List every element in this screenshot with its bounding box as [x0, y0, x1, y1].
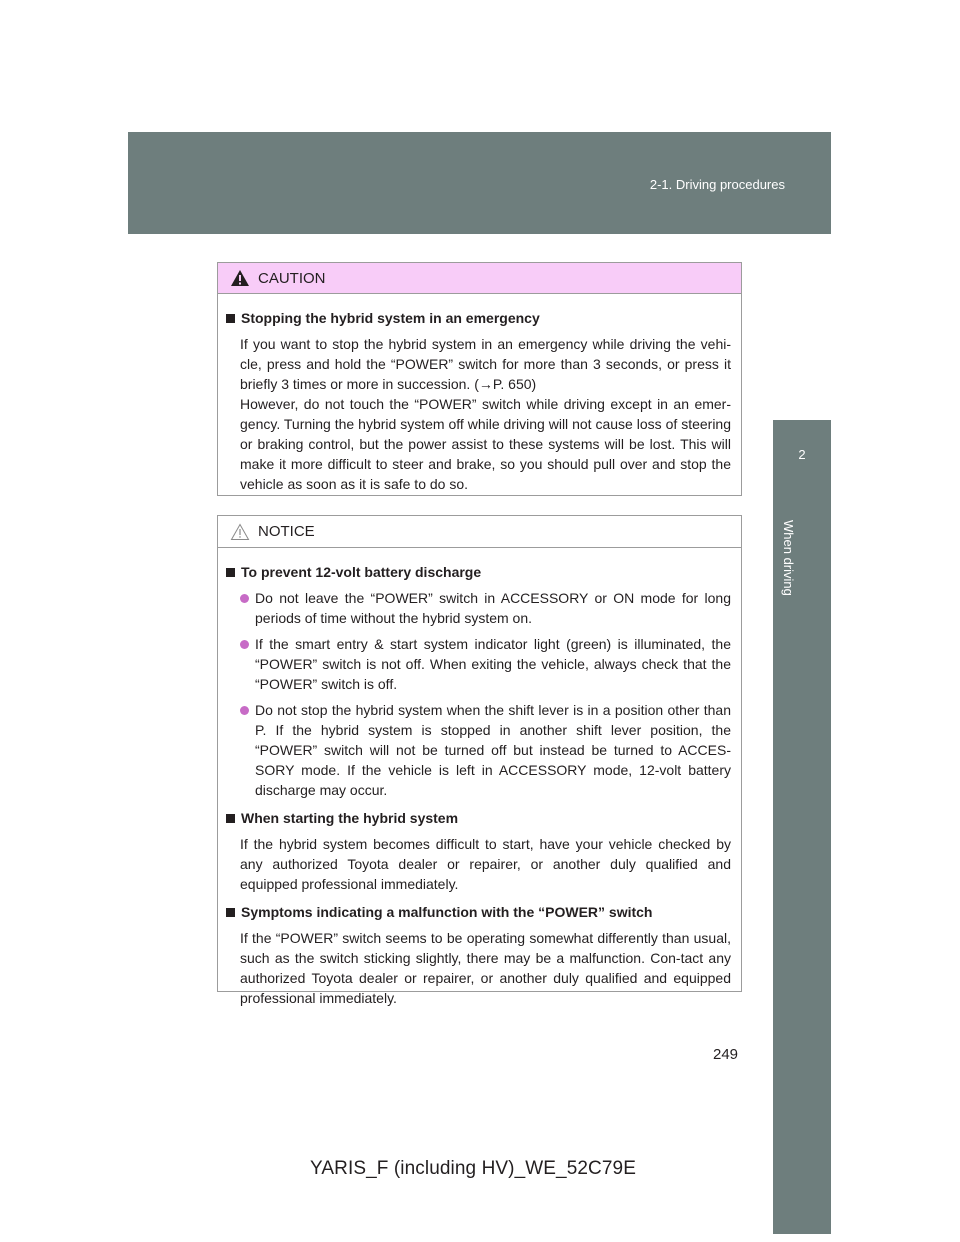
caution-header	[218, 263, 741, 294]
notice-heading: NOTICE	[258, 523, 315, 540]
notice-item-title: When starting the hybrid system	[226, 808, 731, 828]
round-bullet-icon	[240, 706, 249, 715]
page-number: 249	[713, 1046, 739, 1063]
notice-box	[217, 515, 742, 1006]
chapter-side-tab	[773, 488, 831, 1234]
notice-paragraph: If the hybrid system becomes difficult to start, have your vehicle checked by any authorized Toyota dealer or repairer, or another duly qualified and equipped professional immediately.	[240, 836, 731, 892]
caution-item-title: Stopping the hybrid system in an emergency	[226, 308, 731, 328]
caution-box	[217, 262, 742, 496]
square-bullet-icon	[226, 814, 235, 823]
notice-header	[218, 516, 741, 548]
list-item: Do not leave the “POWER” switch in ACCESSORY or ON mode for long periods of time without the hybrid system on.	[226, 588, 731, 628]
document-code: YARIS_F (including HV)_WE_52C79E	[310, 1158, 636, 1179]
header-band	[128, 132, 831, 234]
round-bullet-icon	[240, 594, 249, 603]
square-bullet-icon	[226, 908, 235, 917]
caution-paragraph: If you want to stop the hybrid system in an emergency while driving the vehi-cle, press and hold the “POWER” switch for more than 3 seconds, or press it briefly 3 times or more in succession. (→P. 650)	[240, 336, 731, 392]
chapter-number-tab: 2	[773, 420, 831, 488]
chapter-label: When driving	[781, 520, 796, 596]
caution-heading: CAUTION	[258, 269, 326, 287]
list-item: If the smart entry & start system indicator light (green) is illuminated, the “POWER” switch is not off. When exiting the vehicle, always check that the “POWER” switch is off.	[226, 634, 731, 694]
warning-triangle-icon	[230, 269, 250, 287]
warning-triangle-outline-icon	[230, 523, 250, 541]
caution-paragraph: However, do not touch the “POWER” switch while driving except in an emer-gency. Turning the hybrid system off while driving will not cause loss of steering or braking control, but the power assist to these systems will be lost. This will make it more difficult to steer and brake, so you should pull over and stop the vehicle as soon as it is safe to do so.	[240, 396, 731, 492]
notice-item-title: Symptoms indicating a malfunction with the “POWER” switch	[226, 902, 731, 922]
notice-item-title: To prevent 12-volt battery discharge	[226, 562, 731, 582]
square-bullet-icon	[226, 314, 235, 323]
list-item: Do not stop the hybrid system when the shift lever is in a position other than P. If the hybrid system is stopped in another shift lever position, the “POWER” switch will not be turned off but instead be turned to ACCES-SORY mode. If the vehicle is left in ACCESSORY mode, 12-volt battery discharge may occur.	[226, 700, 731, 800]
section-label: 2-1. Driving procedures	[649, 177, 785, 192]
round-bullet-icon	[240, 640, 249, 649]
notice-paragraph: If the “POWER” switch seems to be operating somewhat differently than usual, such as the switch sticking slightly, there may be a malfunction. Con-tact any authorized Toyota dealer or repairer, or another duly qualified and equipped professional immediately.	[240, 930, 731, 1006]
square-bullet-icon	[226, 568, 235, 577]
